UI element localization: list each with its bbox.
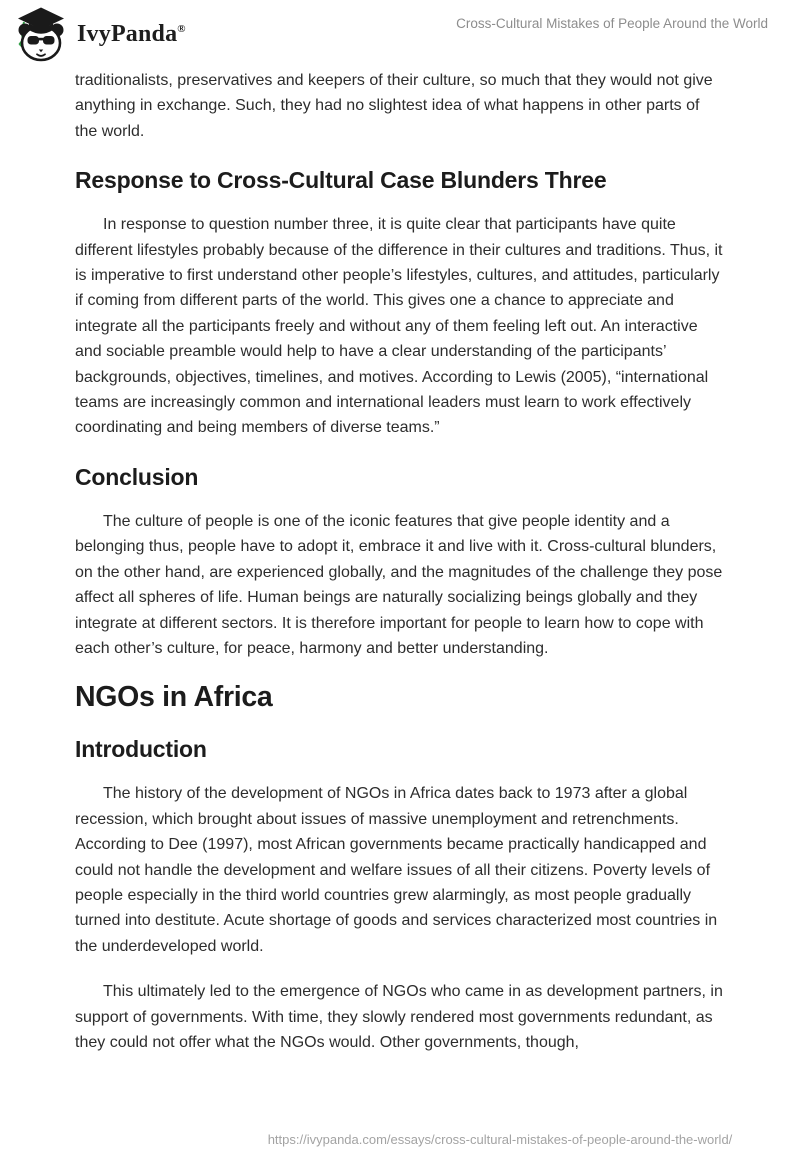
paragraph-response: In response to question number three, it is quite clear that participants have quite different lifestyles probably because of the difference in their cultures and traditions. Thus, it is imperative to first understand other people’s lifestyles, cultures, and attitudes, particularly if coming from different parts of the world. This gives one a chance to appreciate and integrate all the participants freely and without any of them feeling left out. An interactive and sociable preamble would help to have a clear understanding of the participants’ backgrounds, objectives, timelines, and motives. According to Lewis (2005), “international teams are increasingly common and international leaders must learn to work effectively coordinating and being members of diverse teams.” bbox=[75, 216, 723, 437]
paragraph-continuation: traditionalists, preservatives and keepers of their culture, so much that they would not give anything in exchange. Such, they had no slightest idea of what happens in other parts of the world. bbox=[75, 72, 713, 140]
registered-trademark-mark: ® bbox=[177, 22, 186, 35]
paragraph-ngo-history: The history of the development of NGOs in Africa dates back to 1973 after a global recession, which brought about issues of massive unemployment and retrenchments. According to Dee (1997), most African governments became practically handicapped and could not handle the development and welfare issues of all their citizens. Poverty levels of people especially in the third world countries grew alarmingly, as most people gradually turned into destitute. Acute shortage of goods and services characterized most countries in the underdeveloped world. bbox=[75, 785, 718, 955]
paragraph-conclusion: The culture of people is one of the iconic features that give people identity and a belonging thus, people have to adopt it, embrace it and live with it. Cross-cultural blunders, on the other hand, are experienced globally, and the magnitudes of the challenge they pose affect all spheres of life. Human beings are naturally socializing beings globally and they integrate at different sectors. It is therefore important for people to learn how to cope with each other’s culture, for peace, harmony and better understanding. bbox=[75, 512, 723, 657]
page-footer bbox=[0, 1132, 800, 1147]
brand-name bbox=[77, 21, 186, 48]
heading-ngos-in-africa: NGOs in Africa bbox=[75, 681, 273, 714]
source-url-link[interactable]: https://ivypanda.com/essays/cross-cultural-mistakes-of-people-around-the-world/ bbox=[267, 1132, 733, 1147]
brand bbox=[14, 6, 186, 62]
heading-response-to-blunders-three: Response to Cross-Cultural Case Blunders Three bbox=[75, 167, 607, 194]
brand-wordmark: IvyPanda bbox=[77, 20, 178, 47]
paragraph-ngo-emergence: This ultimately led to the emergence of NGOs who came in as development partners, in support of governments. With time, they slowly rendered most governments redundant, as they could not offer what the NGOs would. Other governments, though, bbox=[75, 983, 723, 1051]
document-body bbox=[0, 60, 800, 1055]
heading-introduction: Introduction bbox=[75, 736, 207, 763]
page-header bbox=[0, 0, 800, 60]
heading-conclusion: Conclusion bbox=[75, 463, 199, 490]
running-head-title: Cross-Cultural Mistakes of People Around the World bbox=[456, 16, 768, 31]
ivypanda-panda-logo-icon bbox=[14, 6, 64, 62]
